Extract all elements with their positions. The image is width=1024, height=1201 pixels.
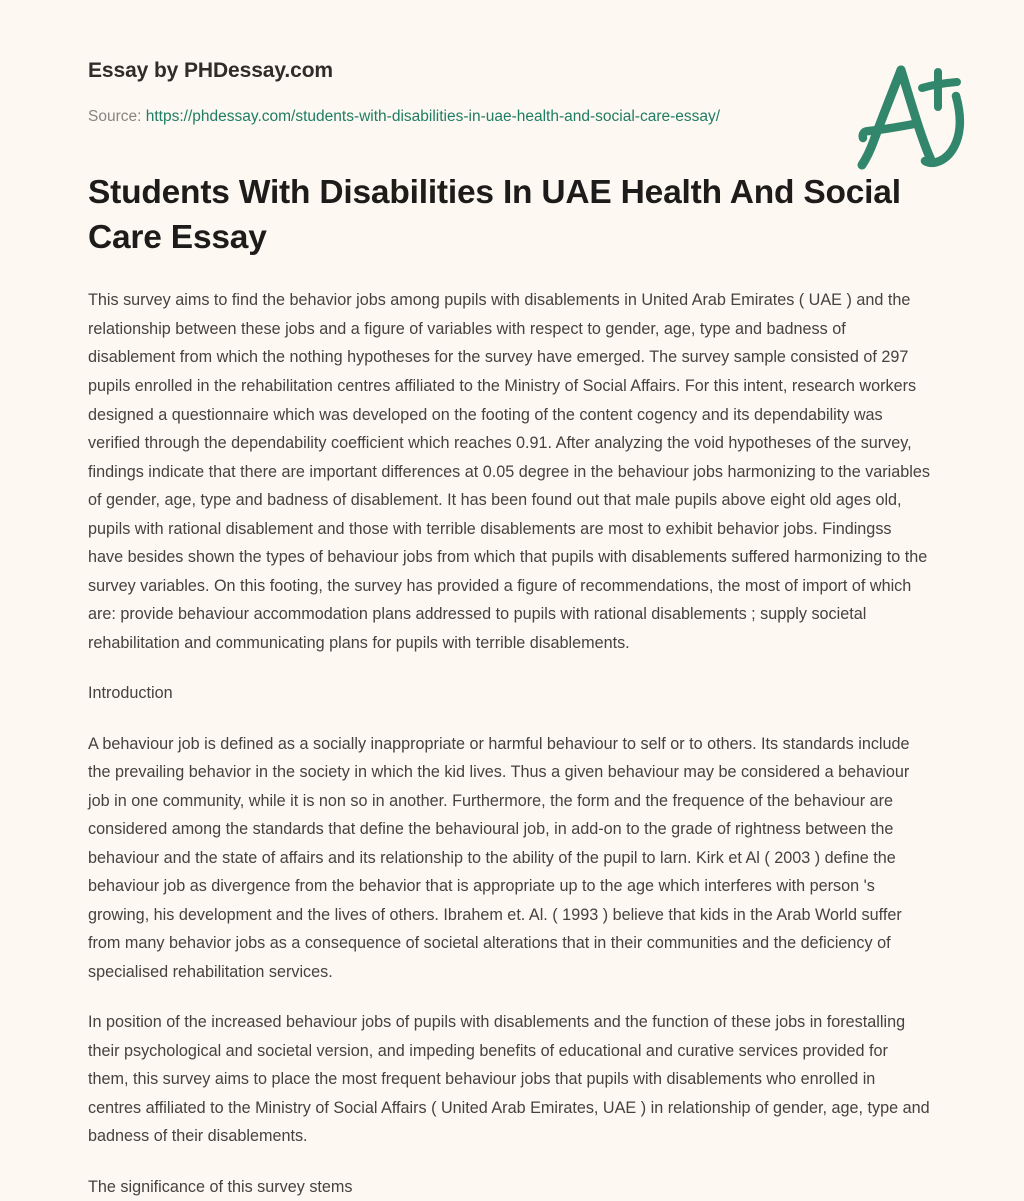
paragraph-aims: In position of the increased behaviour jobs of pupils with disablements and the function of these jobs in forestalling their psychological and societal version, and impeding benefits of educational and curative services provided for them, this survey aims to place the most frequent behaviour jobs that pupils with disablements who enrolled in centres affiliated to the Ministry of Social Affairs ( United Arab Emirates, UAE ) in relationship of gender, age, type and badness of their disablements. xyxy=(88,1013,930,1146)
page-header xyxy=(0,0,1024,129)
paragraph-definition: A behaviour job is defined as a socially inappropriate or harmful behaviour to self or to others. Its standards include the prevailing behavior in the society in which the kid lives. Thus a given behaviour may be considered a behaviour job in one community, while it is non so in another. Furthermore, the form and the frequence of the behaviour are considered among the standards that define the behavioural job, in add-on to the grade of rightness between the behaviour and the state of affairs and its relationship to the ability of the pupil to larn. Kirk et Al ( 2003 ) define the behaviour job as divergence from the behavior that is appropriate up to the age which interferes with person 's growing, his development and the lives of others. Ibrahem et. Al. ( 1993 ) believe that kids in the Arab World suffer from many behavior jobs as a consequence of societal alterations that in their communities and the deficiency of specialised rehabilitation services. xyxy=(88,734,910,981)
essay-body xyxy=(0,286,1024,1201)
section-heading-introduction: Introduction xyxy=(88,684,173,703)
source-line xyxy=(88,104,788,129)
page-title: Students With Disabilities In UAE Health And Social Care Essay xyxy=(88,174,901,256)
source-label: Source: xyxy=(88,108,142,126)
paragraph-abstract: This survey aims to find the behavior jobs among pupils with disablements in United Arab Emirates ( UAE ) and the relationship between these jobs and a figure of variables with respect to gender, age, type and badness of disablement from which the nothing hypotheses for the survey have emerged. The survey sample consisted of 297 pupils enrolled in the rehabilitation centres affiliated to the Ministry of Social Affairs. For this intent, research workers designed a questionnaire which was developed on the footing of the content cogency and its dependability was verified through the dependability coefficient which reaches 0.91. After analyzing the void hypotheses of the survey, findings indicate that there are important differences at 0.05 degree in the behaviour jobs harmonizing to the variables of gender, age, type and badness of disablement. It has been found out that male pupils above eight old ages old, pupils with rational disablement and those with terrible disablements are most to exhibit behavior jobs. Findingss have besides shown the types of behaviour jobs from which that pupils with disablements suffered harmonizing to the survey variables. On this footing, the survey has provided a figure of recommendations, the most of import of which are: provide behaviour accommodation plans addressed to pupils with rational disablements ; supply societal rehabilitation and communicating plans for pupils with terrible disablements. xyxy=(88,291,930,652)
paragraph-significance: The significance of this survey stems xyxy=(88,1177,353,1196)
brand-title: Essay by PHDessay.com xyxy=(88,59,333,82)
source-url-link[interactable]: https://phdessay.com/students-with-disabilities-in-uae-health-and-social-care-essay/ xyxy=(145,108,721,126)
